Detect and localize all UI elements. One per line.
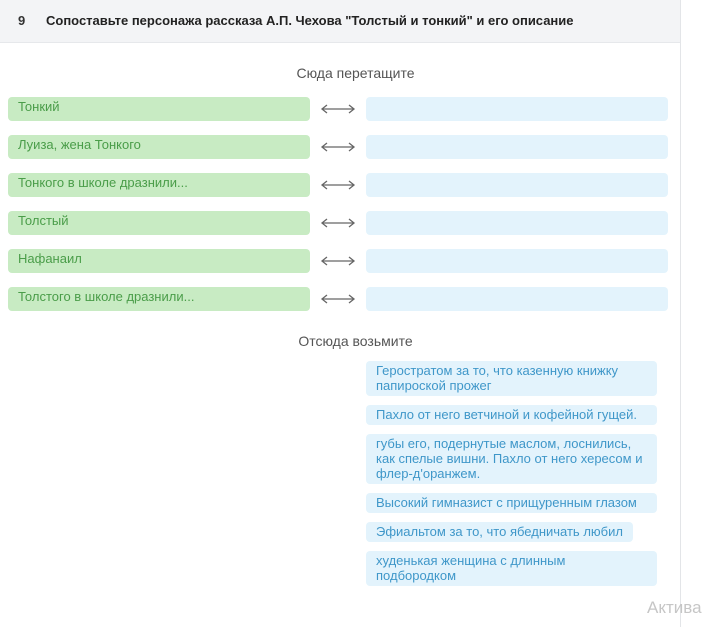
drop-slot[interactable] [366,211,668,235]
double-arrow-icon [320,254,356,268]
match-row [8,173,668,197]
activation-watermark: Актива [647,598,702,617]
match-row [8,249,668,273]
double-arrow-icon [320,140,356,154]
answer-card[interactable]: губы его, подернутые маслом, лоснились, как спелые вишни. Пахло от него хересом и флер-д'оранжем. [366,434,657,484]
drop-slot[interactable] [366,249,668,273]
answer-card[interactable]: Эфиальтом за то, что ябедничать любил [366,522,633,542]
character-item-thin: Тонкий [8,97,310,121]
double-arrow-icon [320,178,356,192]
answer-list [366,361,658,595]
drop-section-title: Сюда перетащите [296,65,415,81]
character-item-fat: Толстый [8,211,310,235]
match-row [8,287,668,311]
answer-card[interactable]: Пахло от него ветчиной и кофейной гущей. [366,405,657,425]
question-title: Сопоставьте персонажа рассказа А.П. Чехова "Толстый и тонкий" и его описание [46,13,574,28]
character-item-louisa: Луиза, жена Тонкого [8,135,310,159]
match-row [8,211,668,235]
match-row [8,97,668,121]
answer-card[interactable]: худенькая женщина с длинным подбородком [366,551,657,586]
drop-slot[interactable] [366,287,668,311]
pick-section-title: Отсюда возьмите [298,333,413,349]
double-arrow-icon [320,102,356,116]
character-item-thin-nickname: Тонкого в школе дразнили... [8,173,310,197]
double-arrow-icon [320,216,356,230]
panel-divider [680,0,681,627]
character-item-nathanael: Нафанаил [8,249,310,273]
answer-card[interactable]: Геростратом за то, что казенную книжку папироской прожег [366,361,657,396]
drop-slot[interactable] [366,173,668,197]
drop-slot[interactable] [366,135,668,159]
answer-card[interactable]: Высокий гимназист с прищуренным глазом [366,493,657,513]
question-number: 9 [18,13,26,28]
question-header [0,0,680,43]
character-item-fat-nickname: Толстого в школе дразнили... [8,287,310,311]
double-arrow-icon [320,292,356,306]
match-row [8,135,668,159]
drop-slot[interactable] [366,97,668,121]
